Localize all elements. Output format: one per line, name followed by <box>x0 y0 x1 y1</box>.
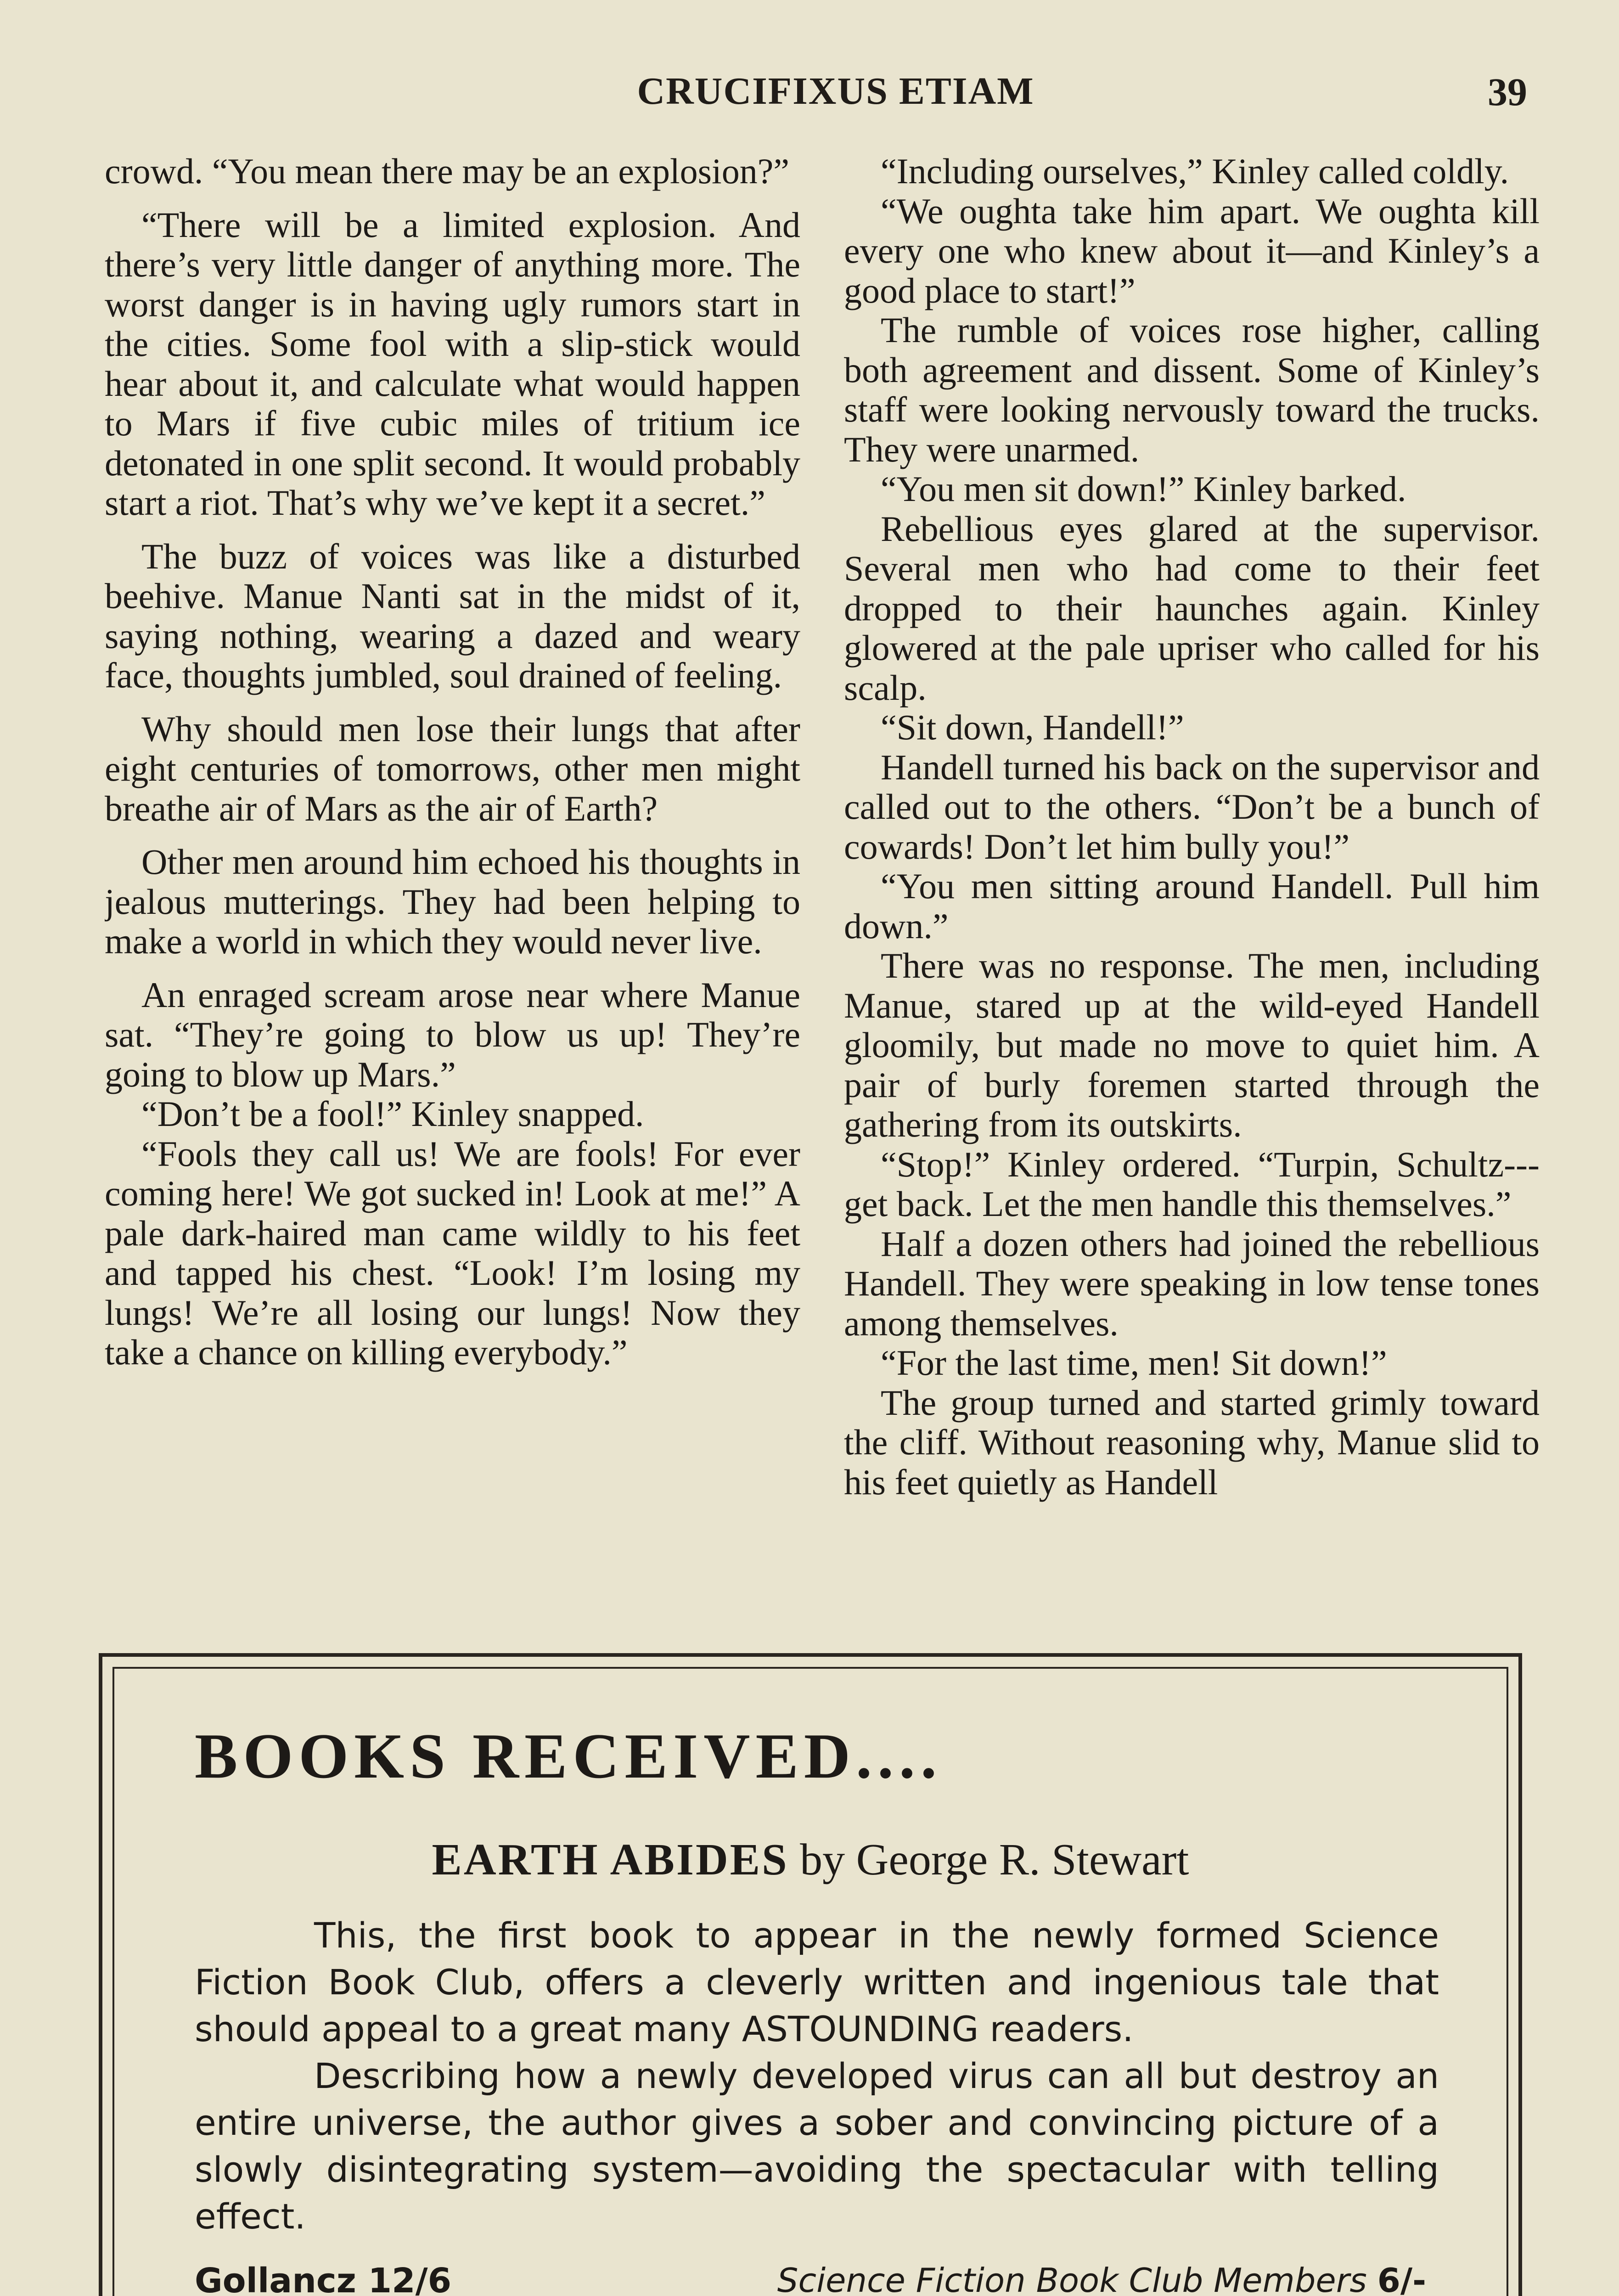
paragraph: There was no response. The men, including Manue, stared up at the wild-eyed Handell gloomily, but made no move to quiet him. A pair of burly foremen started through the gathering from its outskirts. <box>844 945 1540 1144</box>
paragraph: “Fools they call us! We are fools! For ever coming here! We got sucked in! Look at me!” A pale dark-haired man came wildly to his feet and tapped his chest. “Look! I’m losing my lungs! We’re all losing our lungs! Now they take a chance on killing everybody.” <box>105 1133 800 1372</box>
paragraph: “We oughta take him apart. We oughta kill every one who knew about it—and Kinley’s a good place to start!” <box>844 191 1540 310</box>
paragraph: “Don’t be a fool!” Kinley snapped. <box>141 1094 644 1134</box>
paragraph: “You men sitting around Handell. Pull him down.” <box>844 866 1540 946</box>
paragraph: “Including ourselves,” Kinley called coldly. <box>881 152 1509 191</box>
right-column <box>844 152 1540 1639</box>
paragraph: Other men around him echoed his thoughts in jealous mutterings. They had been helping to make a world in which they would never live. <box>105 842 800 961</box>
club-label: Science Fiction Book Club Members <box>777 2261 1377 2296</box>
paragraph: crowd. “You mean there may be an explosion?” <box>105 152 789 191</box>
paragraph: “You men sit down!” Kinley barked. <box>881 469 1406 509</box>
paragraph: “For the last time, men! Sit down!” <box>881 1343 1387 1383</box>
ad-body <box>195 1912 1439 2240</box>
paragraph: “There will be a limited explosion. And there’s very little danger of anything more. The worst danger is in having ugly rumors start in the cities. Some fool with a slip-stick would hear about it, and calculate what would happen to Mars if five cubic miles of tritium ice detonated in one split second. It would probably start a riot. That’s why we’ve kept it a secret.” <box>105 204 800 523</box>
paragraph: The rumble of voices rose higher, calling both agreement and dissent. Some of Kinley’s staff were looking nervously toward the trucks. They were unarmed. <box>844 310 1540 469</box>
paragraph: Handell turned his back on the supervisor and called out to the others. “Don’t be a bunch of cowards! Don’t let him bully you!” <box>844 747 1540 867</box>
left-column <box>105 152 800 1639</box>
paragraph: Why should men lose their lungs that after eight centuries of tomorrows, other men might breathe air of Mars as the air of Earth? <box>105 709 800 828</box>
book-byline: by George R. Stewart <box>788 1835 1189 1885</box>
ad-paragraph: Describing how a newly developed virus can all but destroy an entire universe, the author gives a sober and convincing picture of a slowly disintegrating system—avoiding the spectacular with telling effect. <box>195 2055 1439 2237</box>
ad-paragraph: This, the first book to appear in the newly formed Science Fiction Book Club, offers a cleverly written and ingenious tale that should appeal to a great many ASTOUNDING readers. <box>195 1915 1439 2049</box>
paragraph: “Sit down, Handell!” <box>881 707 1184 747</box>
paragraph: Half a dozen others had joined the rebellious Handell. They were speaking in low tense tones among themselves. <box>844 1223 1540 1343</box>
club-price-line <box>777 2261 1426 2296</box>
ad-heading: BOOKS RECEIVED.... <box>195 1721 942 1792</box>
paragraph: The group turned and started grimly toward the cliff. Without reasoning why, Manue slid to his feet quietly as Handell <box>844 1382 1540 1502</box>
paragraph: “Stop!” Kinley ordered. “Turpin, Schultz---get back. Let the men handle this themselves.” <box>844 1144 1540 1224</box>
running-title: CRUCIFIXUS ETIAM <box>637 70 1034 113</box>
ad-inner-border <box>112 1667 1508 2296</box>
paragraph: The buzz of voices was like a disturbed beehive. Manue Nanti sat in the midst of it, saying nothing, wearing a dazed and weary face, thoughts jumbled, soul drained of feeling. <box>105 536 800 695</box>
club-price: 6/- <box>1377 2261 1426 2296</box>
book-title-line <box>114 1834 1507 1885</box>
paragraph: An enraged scream arose near where Manue sat. “They’re going to blow us up! They’re going to blow up Mars.” <box>105 974 800 1094</box>
publisher-price: Gollancz 12/6 <box>195 2261 452 2296</box>
page-header <box>0 69 1619 133</box>
page-number: 39 <box>1488 70 1527 114</box>
books-received-advertisement <box>99 1653 1522 2296</box>
book-title: EARTH ABIDES <box>432 1835 789 1885</box>
paragraph: Rebellious eyes glared at the supervisor. Several men who had come to their feet dropped to their haunches again. Kinley glowered at the pale upriser who called for his scalp. <box>844 508 1540 708</box>
